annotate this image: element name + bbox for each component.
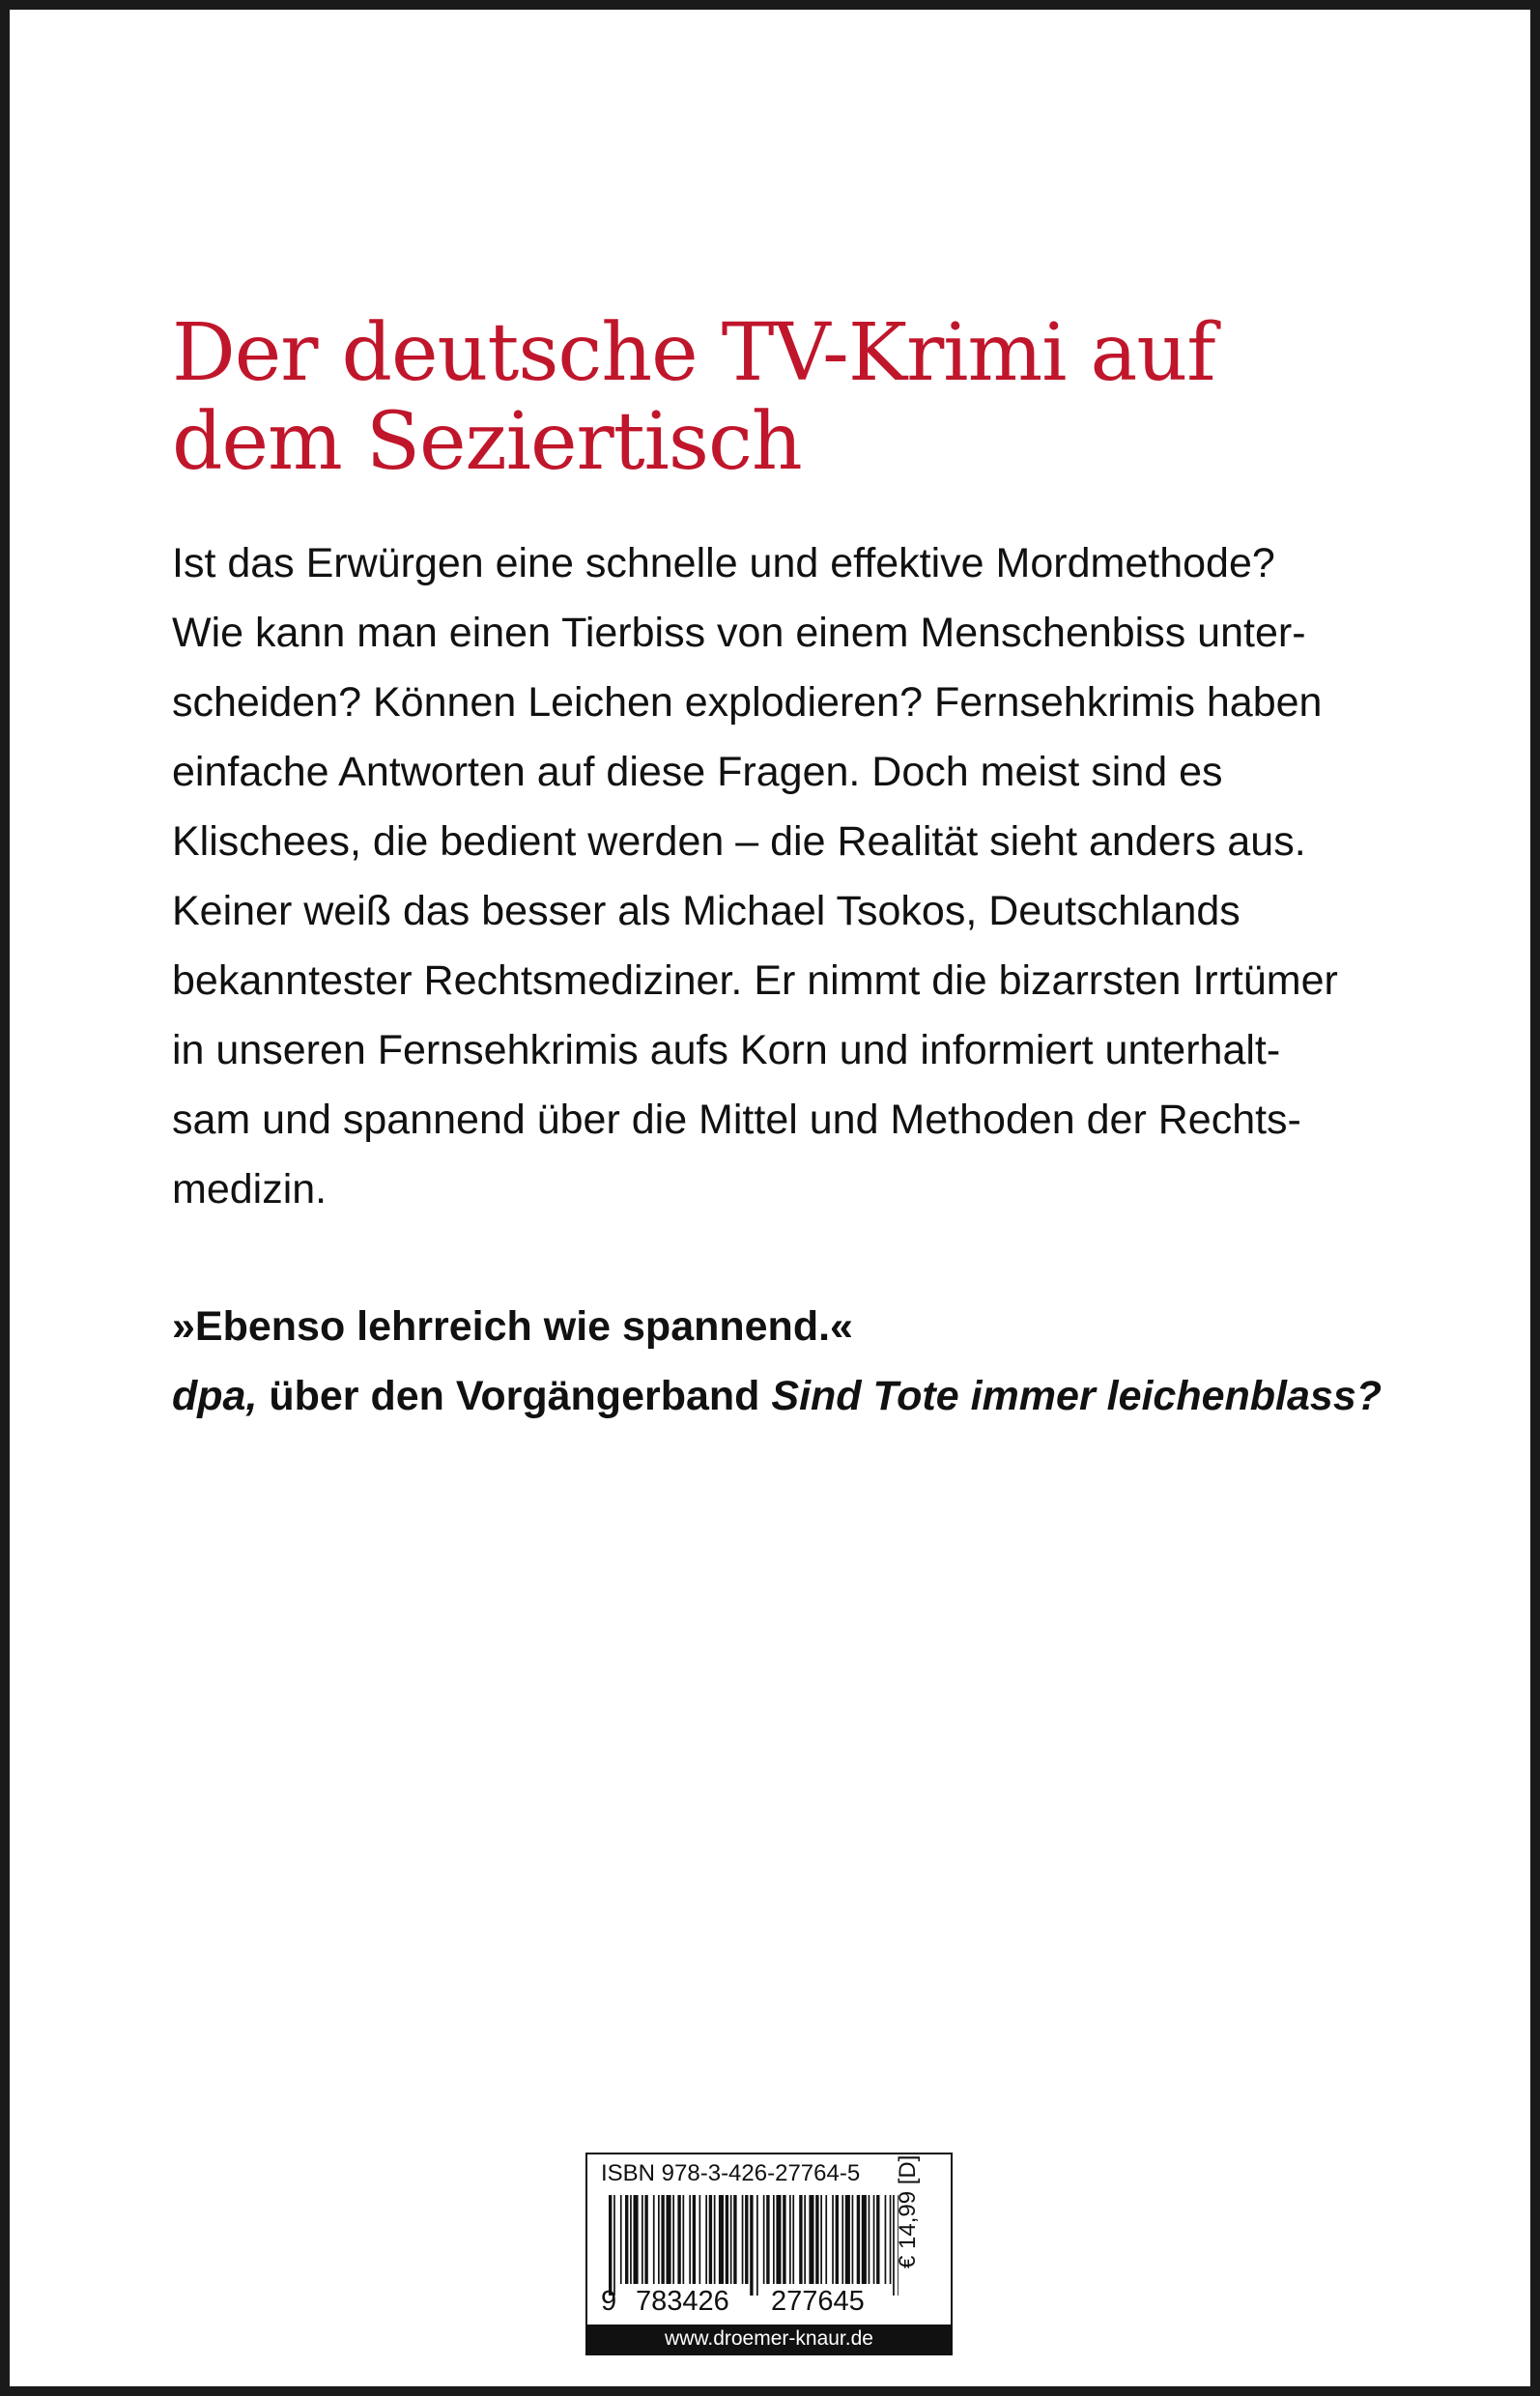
review-quote	[172, 1292, 1467, 1431]
quote-book-title: Sind Tote immer leichenblass?	[771, 1373, 1383, 1419]
publisher-url: www.droemer-knaur.de	[587, 2325, 951, 2353]
blurb-text	[172, 528, 1428, 1224]
blurb-line: sam und spannend über die Mittel und Methoden der Rechts-	[172, 1097, 1301, 1143]
blurb-line: in unseren Fernsehkrimis aufs Korn und informiert unterhalt-	[172, 1027, 1281, 1073]
barcode-digit-first: 9	[601, 2286, 617, 2317]
quote-about: über den Vorgängerband	[257, 1373, 772, 1419]
back-cover	[10, 10, 1530, 2386]
barcode-digit-group-1: 783426	[636, 2286, 729, 2317]
quote-text: »Ebenso lehrreich wie spannend.«	[172, 1303, 853, 1350]
barcode-icon	[609, 2195, 898, 2296]
price-label: € 14,99 [D]	[895, 2154, 921, 2268]
blurb-line: einfache Antworten auf diese Fragen. Doch meist sind es	[172, 749, 1223, 795]
quote-attribution	[172, 1361, 1467, 1431]
blurb-line: medizin.	[172, 1166, 328, 1212]
isbn-number: ISBN 978-3-426-27764-5	[601, 2160, 861, 2186]
barcode-box	[585, 2153, 953, 2355]
barcode-digit-group-2: 277645	[771, 2286, 865, 2317]
headline-line-1: Der deutsche TV-Krimi auf	[172, 307, 1215, 399]
blurb-line: bekanntester Rechtsmediziner. Er nimmt die bizarrsten Irrtümer	[172, 957, 1338, 1004]
blurb-line: Ist das Erwürgen eine schnelle und effektive Mordmethode?	[172, 540, 1275, 586]
cover-headline	[172, 309, 1428, 487]
blurb-line: Klischees, die bedient werden – die Realität sieht anders aus.	[172, 818, 1306, 865]
blurb-line: Keiner weiß das besser als Michael Tsokos, Deutschlands	[172, 888, 1241, 934]
headline-line-2: dem Seziertisch	[172, 396, 802, 488]
blurb-line: Wie kann man einen Tierbiss von einem Menschenbiss unter-	[172, 610, 1306, 656]
quote-source: dpa,	[172, 1373, 258, 1419]
blurb-line: scheiden? Können Leichen explodieren? Fernsehkrimis haben	[172, 679, 1323, 726]
